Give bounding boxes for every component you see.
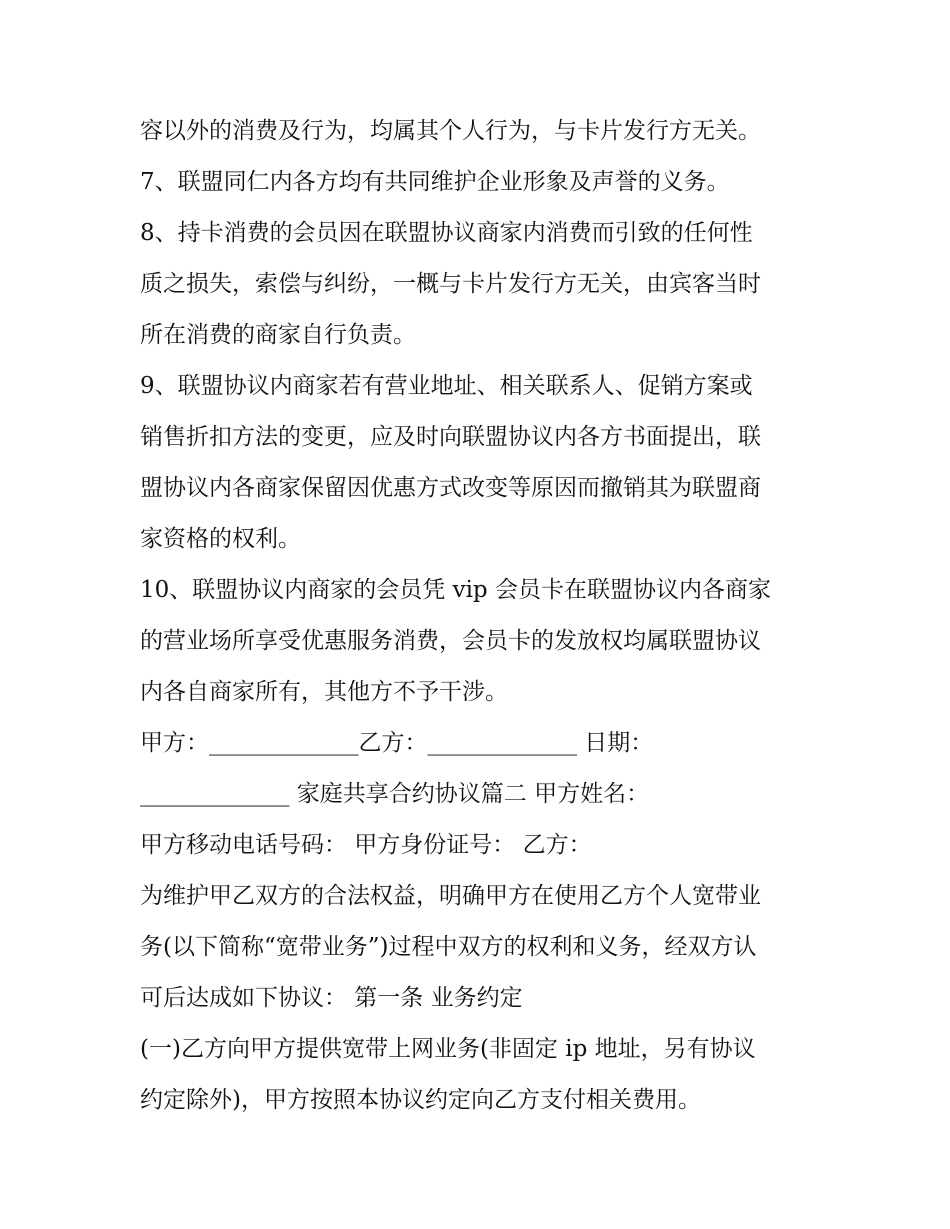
- text-line: 所在消费的商家自行负责。: [140, 322, 416, 348]
- text-line: 盟协议内各商家保留因优惠方式改变等原因而撤销其为联盟商: [140, 475, 761, 501]
- text-line: 内各自商家所有，其他方不予干涉。: [140, 679, 508, 705]
- text-line: 9、联盟协议内商家若有营业地址、相关联系人、促销方案或: [140, 373, 753, 399]
- text-line: 销售折扣方法的变更，应及时向联盟协议内各方书面提出，联: [140, 424, 761, 450]
- text-line: (一)乙方向甲方提供宽带上网业务(非固定 ip 地址，另有协议: [140, 1036, 756, 1062]
- text-line: 可后达成如下协议： 第一条 业务约定: [140, 985, 523, 1011]
- text-line: 7、联盟同仁内各方均有共同维护企业形象及声誉的义务。: [140, 169, 730, 195]
- text-line: 为维护甲乙双方的合法权益，明确甲方在使用乙方个人宽带业: [140, 883, 761, 909]
- signature-line: 甲方：_____________乙方：_____________ 日期：: [140, 730, 654, 756]
- text-line: 10、联盟协议内商家的会员凭 vip 会员卡在联盟协议内各商家: [140, 577, 771, 603]
- text-line: 约定除外)，甲方按照本协议约定向乙方支付相关费用。: [140, 1087, 701, 1113]
- text-line: 容以外的消费及行为，均属其个人行为，与卡片发行方无关。: [140, 118, 761, 144]
- text-line: 家资格的权利。: [140, 526, 301, 552]
- text-line: 的营业场所享受优惠服务消费，会员卡的发放权均属联盟协议: [140, 628, 761, 654]
- text-line: _____________ 家庭共享合约协议篇二 甲方姓名：: [140, 781, 650, 807]
- text-line: 务(以下简称“宽带业务”)过程中双方的权利和义务，经双方认: [140, 934, 757, 960]
- text-line: 质之损失，索偿与纠纷，一概与卡片发行方无关，由宾客当时: [140, 271, 761, 297]
- text-line: 8、持卡消费的会员因在联盟协议商家内消费而引致的任何性: [140, 220, 753, 246]
- text-line: 甲方移动电话号码： 甲方身份证号： 乙方：: [140, 832, 592, 858]
- document-body: [140, 106, 820, 1126]
